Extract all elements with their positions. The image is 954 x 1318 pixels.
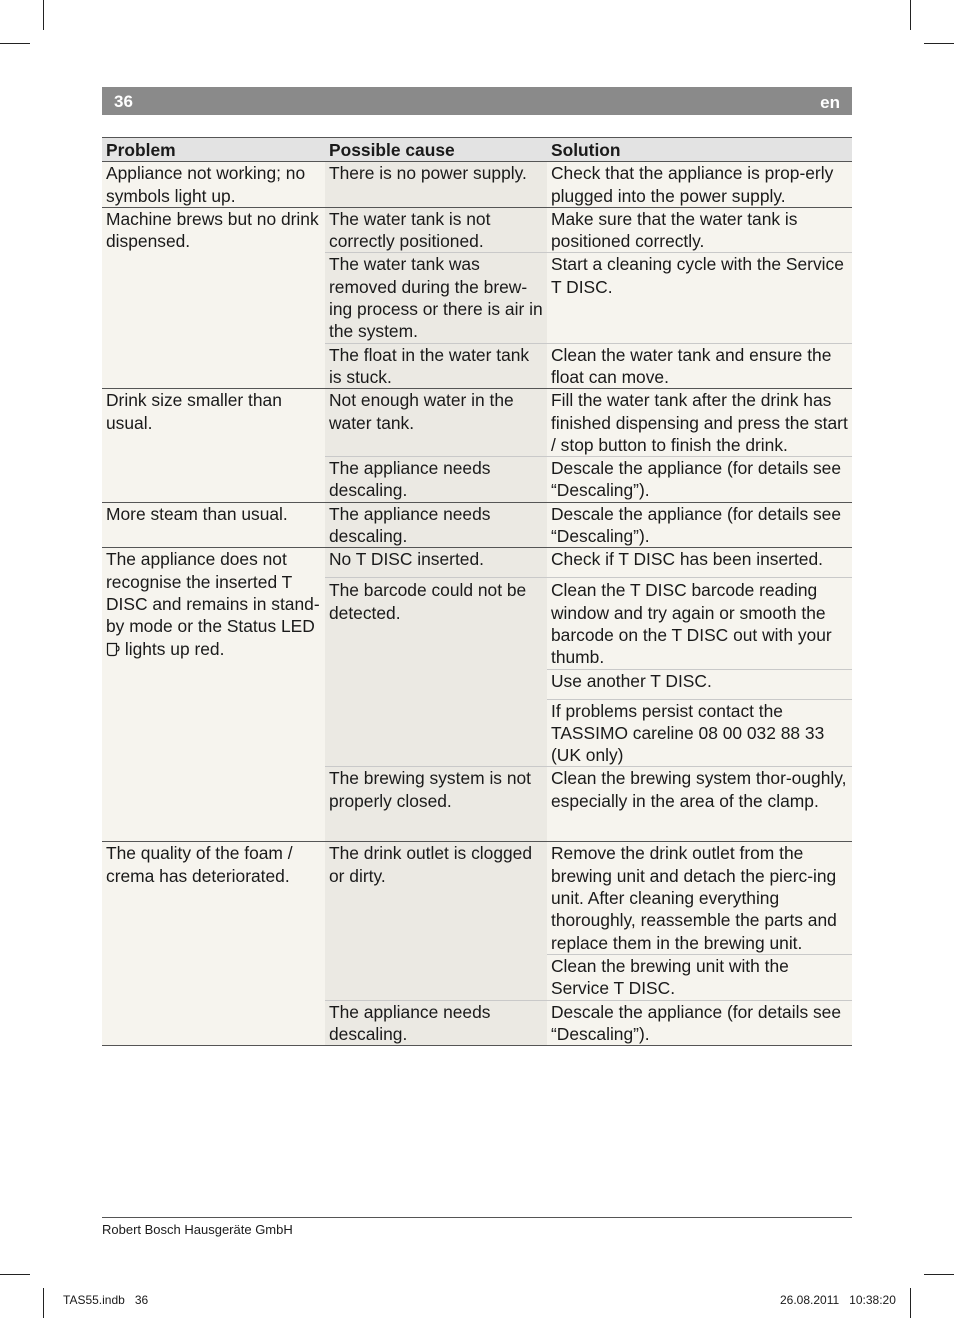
crop-mark xyxy=(0,43,30,44)
cause-cell: The brewing system is not properly closed. xyxy=(325,767,547,842)
crop-mark xyxy=(43,1288,44,1318)
page-header xyxy=(102,87,852,115)
problem-cell: Appliance not working; no symbols light up. xyxy=(102,162,325,208)
table-row xyxy=(102,207,852,253)
table-row xyxy=(102,548,852,578)
footer-rule xyxy=(102,1217,852,1218)
solution-cell: Check that the appliance is prop-erly plugged into the power supply. xyxy=(547,162,852,208)
page-number: 36 xyxy=(114,92,133,111)
table-row xyxy=(102,389,852,457)
solution-cell: Descale the appliance (for details see “Descaling”). xyxy=(547,502,852,548)
crop-mark xyxy=(43,0,44,30)
cause-cell: Not enough water in the water tank. xyxy=(325,389,547,457)
cause-cell: The water tank was removed during the brew-ing process or there is air in the system. xyxy=(325,253,547,343)
solution-cell: Clean the brewing system thor-oughly, especially in the area of the clamp. xyxy=(547,767,852,842)
problem-cell: More steam than usual. xyxy=(102,502,325,548)
column-header-solution: Solution xyxy=(547,138,852,162)
table-row xyxy=(102,502,852,548)
problem-cell: Drink size smaller than usual. xyxy=(102,389,325,502)
table-header-row xyxy=(102,138,852,162)
solution-cell: Clean the water tank and ensure the float can move. xyxy=(547,343,852,389)
cause-cell: The barcode could not be detected. xyxy=(325,578,547,767)
cause-cell: The appliance needs descaling. xyxy=(325,502,547,548)
crop-mark xyxy=(910,0,911,30)
solution-cell: Clean the T DISC barcode reading window and try again or smooth the barcode on the T DISC out with your thumb. xyxy=(547,578,852,669)
cause-cell: No T DISC inserted. xyxy=(325,548,547,578)
solution-cell: Clean the brewing unit with the Service T DISC. xyxy=(547,954,852,1000)
solution-cell: Use another T DISC. xyxy=(547,669,852,699)
language-code: en xyxy=(820,93,840,112)
print-slug-file: TAS55.indb 36 xyxy=(63,1293,149,1307)
crop-mark xyxy=(924,1274,954,1275)
cause-cell: The drink outlet is clogged or dirty. xyxy=(325,842,547,1000)
problem-cell: Machine brews but no drink dispensed. xyxy=(102,207,325,388)
cause-cell: The water tank is not correctly positioned. xyxy=(325,207,547,253)
solution-cell: If problems persist contact the TASSIMO careline 08 00 032 88 33 (UK only) xyxy=(547,699,852,767)
solution-cell: Start a cleaning cycle with the Service T DISC. xyxy=(547,253,852,343)
column-header-problem: Problem xyxy=(102,138,325,162)
column-header-cause: Possible cause xyxy=(325,138,547,162)
crop-mark xyxy=(0,1274,30,1275)
solution-cell: Make sure that the water tank is positioned correctly. xyxy=(547,207,852,253)
problem-text: The appliance does not recognise the inserted T DISC and remains in stand-by mode or the Status LED xyxy=(106,549,320,637)
footer-company: Robert Bosch Hausgeräte GmbH xyxy=(102,1222,293,1237)
problem-cell xyxy=(102,548,325,842)
cup-icon xyxy=(106,640,120,654)
problem-text: lights up red. xyxy=(124,638,225,659)
cause-cell: The appliance needs descaling. xyxy=(325,457,547,503)
troubleshooting-table xyxy=(102,137,852,1046)
crop-mark xyxy=(924,43,954,44)
problem-cell: The quality of the foam / crema has deteriorated. xyxy=(102,842,325,1046)
print-slug-timestamp: 26.08.2011 10:38:20 xyxy=(780,1293,896,1307)
table-row xyxy=(102,842,852,954)
solution-cell: Remove the drink outlet from the brewing unit and detach the pierc-ing unit. After cleaning everything thoroughly, reassemble the parts and replace them in the brewing unit. xyxy=(547,842,852,954)
cause-cell: The appliance needs descaling. xyxy=(325,1000,547,1046)
solution-cell: Descale the appliance (for details see “Descaling”). xyxy=(547,1000,852,1046)
cause-cell: There is no power supply. xyxy=(325,162,547,208)
table-row xyxy=(102,162,852,208)
cause-cell: The float in the water tank is stuck. xyxy=(325,343,547,389)
crop-mark xyxy=(910,1288,911,1318)
solution-cell: Fill the water tank after the drink has finished dispensing and press the start / stop button to finish the drink. xyxy=(547,389,852,457)
solution-cell: Check if T DISC has been inserted. xyxy=(547,548,852,578)
solution-cell: Descale the appliance (for details see “Descaling”). xyxy=(547,457,852,503)
